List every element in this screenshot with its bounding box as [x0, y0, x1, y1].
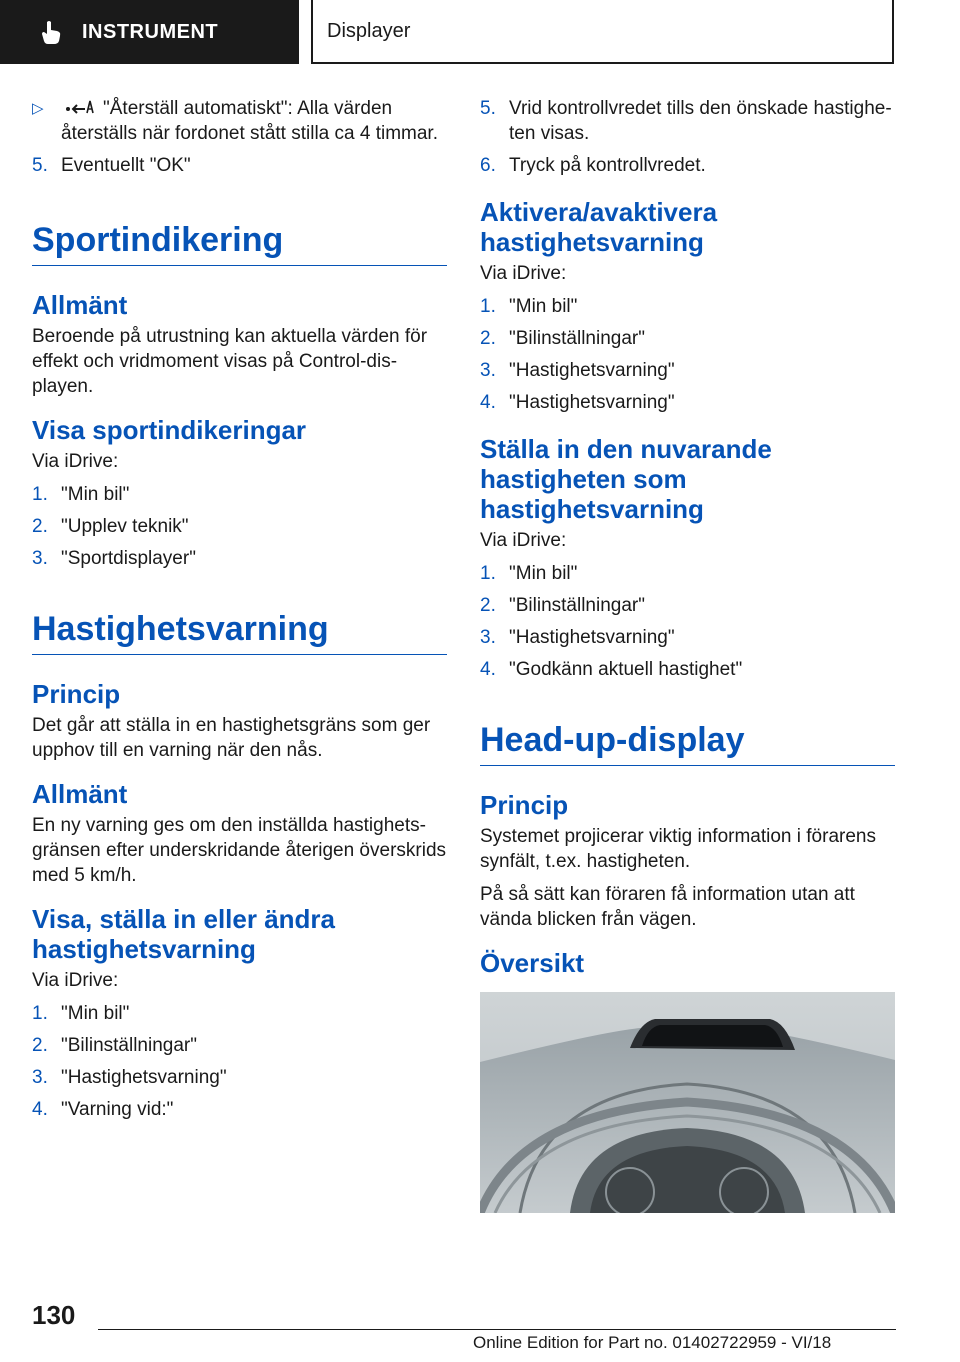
list-number: 6. — [480, 155, 496, 176]
paragraph: Det går att ställa in en hastighetsgräns som ger upphov till en varning när den nås. — [32, 715, 431, 761]
list-item — [480, 657, 895, 682]
list-number: 5. — [480, 98, 496, 119]
list-item — [32, 1097, 447, 1122]
subsection-tab — [311, 0, 894, 64]
list-number: 1. — [32, 1003, 48, 1024]
list-item — [480, 625, 895, 650]
list-item-text: "Upplev teknik" — [61, 516, 189, 537]
list-item-text: "Hastighetsvarning" — [509, 627, 675, 648]
head-up-display-dashboard-illustration — [480, 992, 895, 1213]
list-item — [480, 358, 895, 383]
list-item — [480, 96, 895, 146]
list-item — [32, 1033, 447, 1058]
current-speed-steps — [480, 561, 895, 682]
reset-arrow-icon — [65, 97, 95, 117]
page-header — [0, 0, 960, 66]
heading-principle: Princip — [480, 790, 569, 820]
list-item-text: "Bilinställningar" — [509, 328, 645, 349]
sport-steps — [32, 482, 447, 571]
page-number: 130 — [32, 1300, 76, 1330]
section-label: INSTRUMENT — [82, 20, 219, 43]
heading-general: Allmänt — [32, 290, 128, 320]
via-idrive: Via iDrive: — [32, 451, 119, 472]
list-item — [32, 1065, 447, 1090]
list-item — [480, 561, 895, 586]
via-idrive: Via iDrive: — [480, 530, 567, 551]
list-item-text: "Hastighetsvarning" — [509, 360, 675, 381]
list-number: 2. — [32, 516, 48, 537]
heading-show-sport: Visa sportindikeringar — [32, 415, 307, 445]
via-idrive: Via iDrive: — [32, 970, 119, 991]
list-item-text: "Godkänn aktuell hastighet" — [509, 659, 743, 680]
right-column — [480, 96, 895, 1213]
list-number: 5. — [32, 155, 48, 176]
list-item — [480, 593, 895, 618]
list-item — [480, 390, 895, 415]
paragraph: Beroende på utrustning kan aktuella värden för effekt och vridmoment visas på Control-displayen. — [32, 326, 428, 397]
pointing-hand-icon — [38, 19, 64, 45]
list-number: 3. — [480, 360, 496, 381]
heading-hastighetsvarning: Hastighetsvarning — [32, 608, 447, 655]
list-number: 4. — [32, 1099, 48, 1120]
list-item-text: "Hastighetsvarning" — [509, 392, 675, 413]
list-item-text: "Hastighetsvarning" — [61, 1067, 227, 1088]
triangle-bullet-icon: ▷ — [32, 100, 44, 117]
list-number: 3. — [32, 548, 48, 569]
heading-activate-speed-warning: Aktivera/avaktivera hastighetsvarning — [480, 197, 718, 257]
list-item-text: Tryck på kontrollvredet. — [509, 155, 706, 176]
list-item — [32, 546, 447, 571]
list-number: 2. — [480, 328, 496, 349]
list-item — [32, 1001, 447, 1026]
section-tab — [0, 0, 299, 64]
list-number: 3. — [32, 1067, 48, 1088]
paragraph: Systemet projicerar viktig information i förarens synfält, t.ex. hastigheten. — [480, 826, 876, 872]
list-item — [32, 153, 447, 178]
list-item-text: "Sportdisplayer" — [61, 548, 196, 569]
list-item — [32, 96, 447, 146]
list-number: 3. — [480, 627, 496, 648]
list-item — [480, 326, 895, 351]
list-item — [480, 294, 895, 319]
list-number: 1. — [480, 296, 496, 317]
footer-edition: Online Edition for Part no. 01402722959 - VI/18 — [473, 1333, 832, 1352]
list-item-text: "Min bil" — [61, 1003, 130, 1024]
list-number: 2. — [32, 1035, 48, 1056]
heading-principle: Princip — [32, 679, 121, 709]
list-item-text: "Bilinställningar" — [61, 1035, 197, 1056]
paragraph: En ny varning ges om den inställda hastighetsgränsen efter underskridande återigen överskrids med 5 km/h. — [32, 815, 447, 886]
list-number: 4. — [480, 659, 496, 680]
heading-general: Allmänt — [32, 779, 128, 809]
list-item — [480, 153, 895, 178]
heading-overview: Översikt — [480, 948, 585, 978]
heading-head-up-display: Head-up-display — [480, 719, 895, 766]
list-item-text: "Återställ automatiskt": Alla värden återställs när fordonet stått stilla ca 4 timmar. — [61, 98, 438, 144]
subsection-label: Displayer — [327, 19, 411, 42]
list-number: 4. — [480, 392, 496, 413]
list-number: 1. — [32, 484, 48, 505]
list-item — [32, 482, 447, 507]
footer-divider — [98, 1329, 896, 1330]
list-item-text: Eventuellt "OK" — [61, 155, 191, 176]
list-item-text: "Min bil" — [509, 296, 578, 317]
heading-sportindikering: Sportindikering — [32, 219, 447, 266]
left-column — [32, 96, 447, 1129]
list-number: 2. — [480, 595, 496, 616]
list-item-text: "Min bil" — [509, 563, 578, 584]
activate-steps — [480, 294, 895, 415]
list-item-text: Vrid kontrollvredet tills den önskade hastigheten visas. — [509, 98, 892, 144]
heading-set-speed-warning: Visa, ställa in eller ändra hastighetsvarning — [32, 904, 336, 964]
heading-set-current-speed: Ställa in den nuvarande hastigheten som hastighetsvarning — [480, 434, 772, 524]
list-item — [32, 514, 447, 539]
list-item-text: "Min bil" — [61, 484, 130, 505]
list-item-text: "Bilinställningar" — [509, 595, 645, 616]
list-item-text: "Varning vid:" — [61, 1099, 174, 1120]
via-idrive: Via iDrive: — [480, 263, 567, 284]
paragraph: På så sätt kan föraren få information utan att vända blicken från vägen. — [480, 884, 855, 930]
speed-steps — [32, 1001, 447, 1122]
list-number: 1. — [480, 563, 496, 584]
